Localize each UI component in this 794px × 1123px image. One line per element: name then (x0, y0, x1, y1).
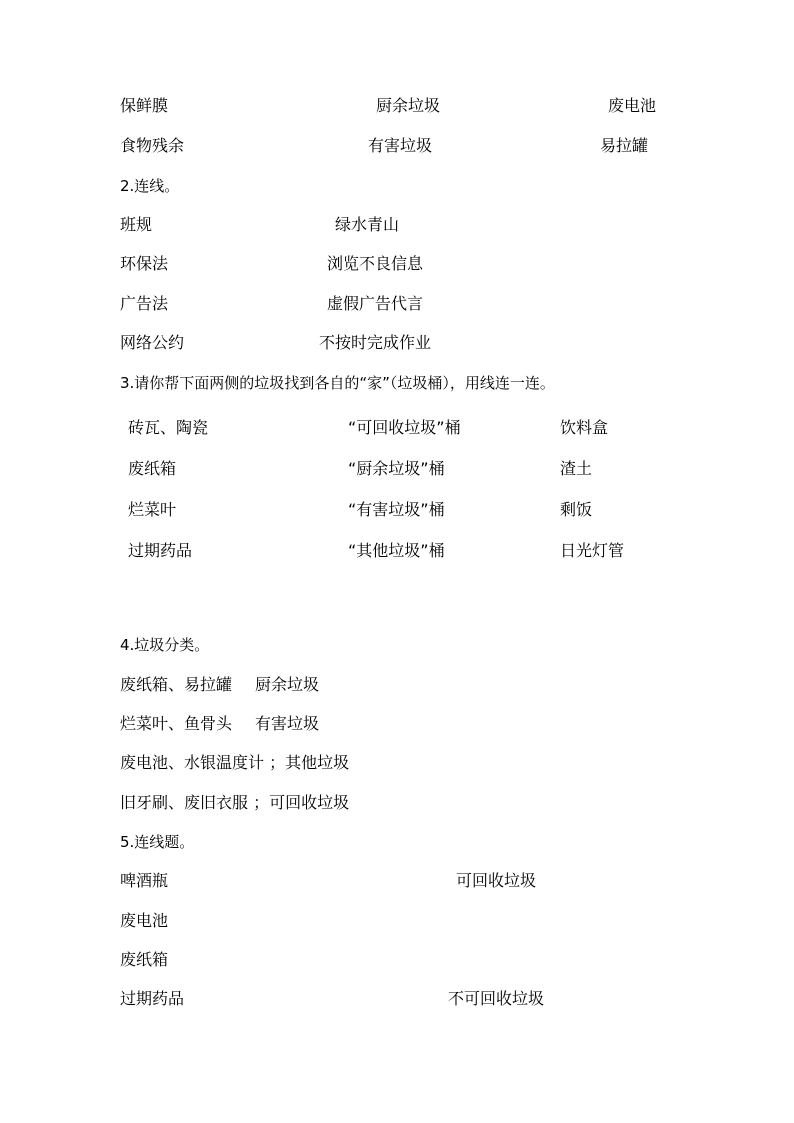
q5-title: 5.连线题。 (120, 833, 195, 851)
q2-right-4: 不按时完成作业 (319, 333, 432, 352)
q1-row2-middle: 有害垃圾 (368, 136, 433, 155)
q4-row1-items: 废纸箱、易拉罐 (120, 675, 233, 694)
q3-left-4: 过期药品 (128, 541, 193, 560)
q4-row2-category: 有害垃圾 (255, 714, 320, 733)
q3-right-3: 剩饭 (560, 500, 593, 519)
q3-title: 3.请你帮下面两侧的垃圾找到各自的“家”（垃圾桶），用线连一连。 (120, 374, 555, 392)
q3-right-4: 日光灯管 (560, 541, 625, 560)
q4-row1-category: 厨余垃圾 (255, 675, 320, 694)
q1-row1-right: 废电池 (608, 96, 657, 115)
q2-right-3: 虚假广告代言 (327, 294, 424, 313)
q4-row2-items: 烂菜叶、鱼骨头 (120, 714, 233, 733)
q2-left-2: 环保法 (120, 254, 169, 273)
q1-row2-left: 食物残余 (120, 136, 185, 155)
q2-right-2: 浏览不良信息 (327, 254, 424, 273)
q4-title: 4.垃圾分类。 (120, 636, 210, 654)
q1-row1-left: 保鲜膜 (120, 96, 169, 115)
q2-title: 2.连线。 (120, 177, 180, 195)
q2-left-4: 网络公约 (120, 333, 185, 352)
q3-left-3: 烂菜叶 (128, 500, 177, 519)
q3-left-2: 废纸箱 (128, 459, 177, 478)
q2-left-3: 广告法 (120, 294, 169, 313)
q5-left-2: 废电池 (120, 911, 169, 930)
q3-middle-1: “可回收垃圾”桶 (348, 418, 461, 437)
q3-right-1: 饮料盒 (560, 418, 609, 437)
q3-middle-4: “其他垃圾”桶 (348, 541, 445, 560)
q3-right-2: 渣土 (560, 459, 593, 478)
q5-right-top: 可回收垃圾 (456, 871, 537, 890)
q1-row2-right: 易拉罐 (600, 136, 649, 155)
q2-left-1: 班规 (120, 215, 153, 234)
q3-left-1: 砖瓦、陶瓷 (128, 418, 209, 437)
q3-middle-2: “厨余垃圾”桶 (348, 459, 445, 478)
q5-left-3: 废纸箱 (120, 950, 169, 969)
q1-row1-middle: 厨余垃圾 (376, 96, 441, 115)
q4-row4: 旧牙刷、废旧衣服 ；可回收垃圾 (120, 793, 350, 812)
q5-left-1: 啤酒瓶 (120, 871, 169, 890)
q2-right-1: 绿水青山 (335, 215, 400, 234)
q3-middle-3: “有害垃圾”桶 (348, 500, 445, 519)
q5-right-bottom: 不可回收垃圾 (448, 989, 545, 1008)
q5-left-4: 过期药品 (120, 989, 185, 1008)
q4-row3: 废电池、水银温度计 ；其他垃圾 (120, 753, 350, 772)
